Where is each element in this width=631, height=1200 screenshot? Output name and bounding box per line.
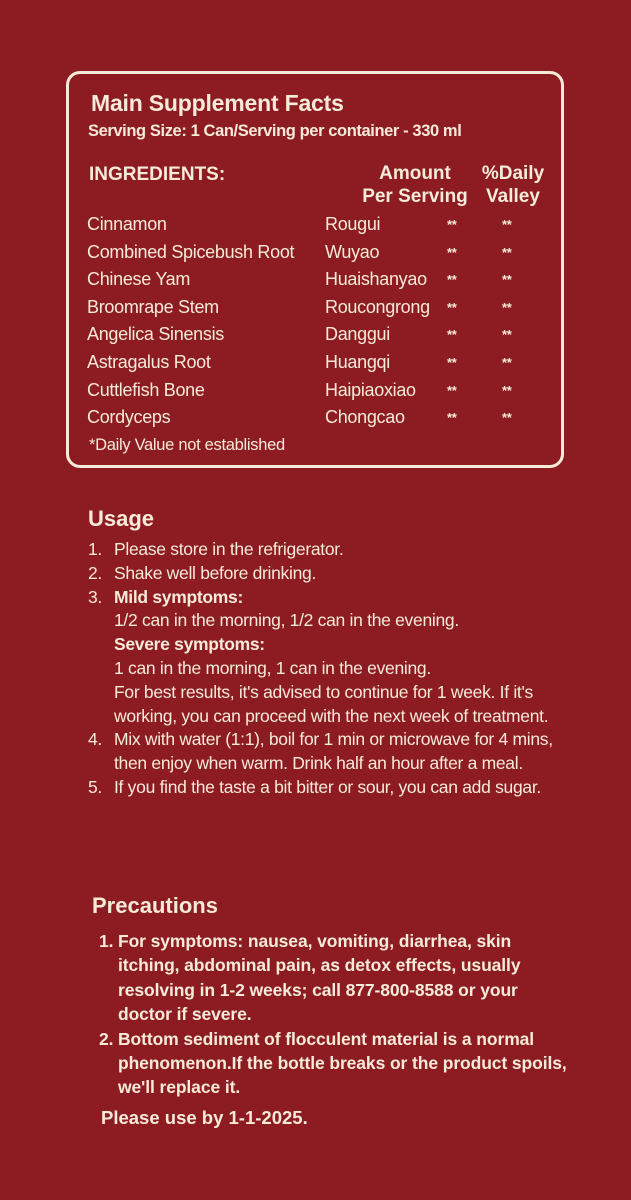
ingredient-row [69, 242, 561, 270]
severe-symptoms-text: 1 can in the morning, 1 can in the evening. [114, 657, 431, 678]
ingredient-daily-value: ** [502, 272, 512, 288]
supplement-facts-panel [66, 71, 564, 468]
precaution-item [99, 1027, 569, 1100]
ingredient-row [69, 297, 561, 325]
usage-item-text: Mix with water (1:1), boil for 1 min or microwave for 4 mins, then enjoy when warm. Drink half an hour after a meal. [114, 729, 553, 774]
severe-symptoms-label: Severe symptoms: [114, 634, 265, 655]
amount-header [355, 162, 475, 208]
usage-item-number: 5. [88, 776, 102, 797]
ingredient-daily-value: ** [502, 410, 512, 426]
ingredient-amount: ** [447, 217, 457, 232]
ingredient-name: Cordyceps [87, 407, 171, 428]
usage-item-text: Please store in the refrigerator. [114, 539, 344, 559]
ingredient-daily-value: ** [502, 354, 512, 370]
precaution-item-text: Bottom sediment of flocculent material is a normal phenomenon.If the bottle breaks or the product spoils, we'll replace it. [118, 1028, 567, 1098]
ingredient-name: Angelica Sinensis [87, 324, 224, 345]
ingredient-daily-value: ** [502, 327, 512, 343]
ingredient-row [69, 324, 561, 352]
daily-header-line2: Valley [486, 186, 540, 207]
ingredient-amount: ** [447, 244, 457, 260]
ingredient-name: Cinnamon [87, 214, 167, 234]
daily-value-header [473, 162, 553, 208]
ingredient-daily-value: ** [502, 244, 512, 260]
ingredient-daily-value: ** [502, 217, 512, 232]
precaution-item [99, 929, 569, 1027]
precaution-item-number: 1. [99, 931, 114, 951]
ingredient-row [69, 214, 561, 242]
ingredient-pinyin: Huangqi [325, 351, 390, 372]
precautions-heading: Precautions [92, 893, 218, 918]
usage-item-text: Shake well before drinking. [114, 562, 317, 583]
ingredient-name: Combined Spicebush Root [87, 241, 295, 262]
ingredient-pinyin: Chongcao [325, 407, 405, 428]
ingredient-amount: ** [447, 354, 457, 370]
precautions-list [99, 929, 569, 1100]
ingredient-pinyin: Rougui [325, 214, 381, 234]
ingredient-amount: ** [447, 272, 457, 288]
amount-header-line2: Per Serving [362, 186, 468, 207]
precaution-item-number: 2. [99, 1028, 114, 1049]
usage-list [88, 538, 568, 800]
ingredient-name: Broomrape Stem [87, 296, 219, 317]
usage-item [88, 586, 568, 729]
ingredient-amount: ** [447, 410, 457, 426]
facts-footnote: *Daily Value not established [89, 436, 285, 454]
ingredients-header: INGREDIENTS: [89, 164, 226, 185]
usage-heading: Usage [88, 506, 155, 531]
use-by-date: Please use by 1-1-2025. [101, 1107, 308, 1128]
ingredient-name: Chinese Yam [87, 269, 191, 290]
usage-item [88, 538, 568, 562]
ingredient-row [69, 407, 561, 435]
usage-item [88, 728, 568, 776]
ingredient-pinyin: Wuyao [325, 241, 380, 262]
usage-item-number: 4. [88, 729, 102, 750]
usage-item-number: 3. [88, 586, 102, 607]
ingredient-row [69, 352, 561, 380]
ingredient-row [69, 269, 561, 297]
usage-item [88, 776, 568, 800]
precaution-item-text: For symptoms: nausea, vomiting, diarrhea, skin itching, abdominal pain, as detox effects, usually resolving in 1-2 weeks; call 877-800-8588 or your doctor if severe. [118, 931, 521, 1025]
ingredient-pinyin: Danggui [325, 324, 390, 345]
daily-header-line1: %Daily [481, 163, 545, 184]
ingredient-pinyin: Huaishanyao [325, 269, 427, 290]
ingredient-list [69, 214, 561, 435]
ingredient-pinyin: Roucongrong [325, 296, 430, 317]
ingredient-name: Cuttlefish Bone [87, 379, 205, 400]
ingredient-amount: ** [447, 327, 457, 343]
usage-item-text: If you find the taste a bit bitter or sour, you can add sugar. [114, 776, 541, 797]
ingredient-name: Astragalus Root [87, 351, 211, 372]
amount-header-line1: Amount [379, 163, 451, 184]
usage-item [88, 562, 568, 586]
ingredient-amount: ** [447, 299, 457, 315]
best-results-text: For best results, it's advised to continue for 1 week. If it's working, you can proceed with the next week of treatment. [114, 681, 549, 726]
ingredient-amount: ** [447, 382, 457, 398]
ingredient-daily-value: ** [502, 382, 512, 398]
mild-symptoms-text: 1/2 can in the morning, 1/2 can in the evening. [114, 610, 459, 631]
facts-title: Main Supplement Facts [91, 90, 344, 116]
serving-size: Serving Size: 1 Can/Serving per container - 330 ml [88, 122, 462, 140]
ingredient-pinyin: Haipiaoxiao [325, 379, 416, 400]
mild-symptoms-label: Mild symptoms: [114, 586, 244, 607]
usage-item-number: 1. [88, 539, 102, 559]
ingredient-row [69, 380, 561, 408]
usage-item-number: 2. [88, 562, 102, 583]
ingredient-daily-value: ** [502, 299, 512, 315]
